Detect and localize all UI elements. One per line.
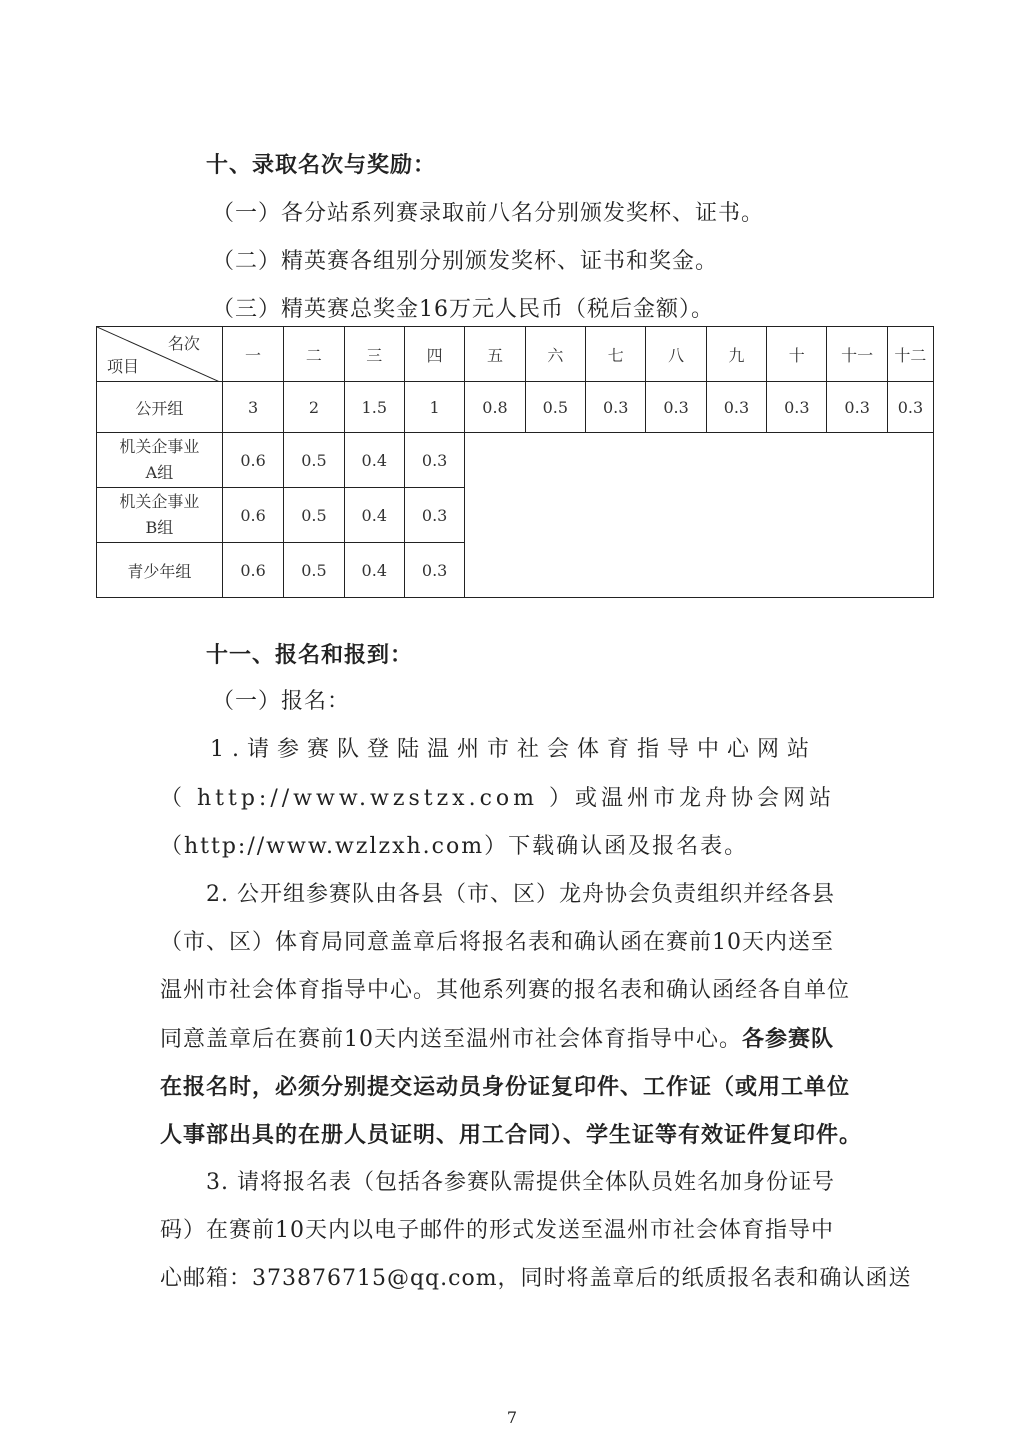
item2-line3: 温州市社会体育指导中心。其他系列赛的报名表和确认函经各自单位 bbox=[160, 978, 851, 1003]
table-cell: 2 bbox=[284, 382, 344, 433]
corner-rank-label: 名次 bbox=[167, 334, 200, 353]
table-cell: 1 bbox=[404, 382, 464, 433]
item2-line6: 人事部出具的在册人员证明、用工合同）、学生证等有效证件复印件。 bbox=[160, 1122, 863, 1148]
prize-table bbox=[96, 326, 934, 598]
row-label bbox=[97, 433, 223, 488]
table-cell: 0.3 bbox=[404, 488, 464, 543]
table-cell: 0.3 bbox=[646, 382, 706, 433]
item2-line4-regular: 同意盖章后在赛前10天内送至温州市社会体育指导中心。 bbox=[160, 1027, 742, 1052]
table-cell: 0.4 bbox=[344, 488, 404, 543]
page-number: 7 bbox=[506, 1408, 518, 1427]
table-cell: 0.3 bbox=[767, 382, 827, 433]
item3-line3: 心邮箱：373876715@qq.com，同时将盖章后的纸质报名表和确认函送 bbox=[160, 1266, 912, 1291]
section10-p2: （二）精英赛各组别分别颁发奖杯、证书和奖金。 bbox=[212, 249, 719, 274]
table-cell: 0.3 bbox=[404, 433, 464, 488]
table-cell: 0.3 bbox=[887, 382, 933, 433]
table-cell: 0.5 bbox=[525, 382, 585, 433]
table-header-row bbox=[97, 327, 934, 382]
rank-header: 一 bbox=[222, 327, 283, 382]
table-cell: 0.3 bbox=[586, 382, 646, 433]
row-label-line: 机关企事业 bbox=[119, 437, 200, 456]
table-cell: 0.3 bbox=[827, 382, 887, 433]
table-cell: 0.3 bbox=[706, 382, 766, 433]
table-cell: 0.6 bbox=[222, 433, 283, 488]
table-row bbox=[97, 433, 934, 488]
corner-item-label: 项目 bbox=[107, 357, 140, 376]
table-cell: 0.5 bbox=[284, 543, 344, 598]
item1-line3: （http://www.wzlzxh.com）下载确认函及报名表。 bbox=[160, 834, 749, 859]
rank-header: 十二 bbox=[887, 327, 933, 382]
table-row bbox=[97, 382, 934, 433]
section11-title: 十一、报名和报到： bbox=[206, 642, 414, 668]
table-cell: 0.6 bbox=[222, 543, 283, 598]
table-cell: 1.5 bbox=[344, 382, 404, 433]
table-cell: 0.3 bbox=[404, 543, 464, 598]
table-cell: 0.4 bbox=[344, 543, 404, 598]
table-cell: 0.8 bbox=[465, 382, 525, 433]
rank-header: 四 bbox=[404, 327, 464, 382]
rank-header: 五 bbox=[465, 327, 525, 382]
rank-header: 八 bbox=[646, 327, 706, 382]
item2-line2: （市、区）体育局同意盖章后将报名表和确认函在赛前10天内送至 bbox=[160, 930, 834, 955]
rank-header: 二 bbox=[284, 327, 344, 382]
item1-line2: （ http://www.wzstzx.com ）或温州市龙舟协会网站 bbox=[160, 786, 836, 811]
rank-header: 十 bbox=[767, 327, 827, 382]
table-cell: 0.6 bbox=[222, 488, 283, 543]
row-label-line: B组 bbox=[145, 518, 174, 537]
empty-area bbox=[465, 433, 934, 598]
row-label-line: 机关企事业 bbox=[119, 492, 200, 511]
row-label: 青少年组 bbox=[97, 543, 223, 598]
corner-cell bbox=[97, 327, 223, 382]
table-cell: 0.5 bbox=[284, 488, 344, 543]
item2-line4 bbox=[160, 1024, 834, 1055]
rank-header: 三 bbox=[344, 327, 404, 382]
item2-line1: 2. 公开组参赛队由各县（市、区）龙舟协会负责组织并经各县 bbox=[206, 882, 835, 907]
item1-line1: 1.请参赛队登陆温州市社会体育指导中心网站 bbox=[210, 737, 817, 762]
row-label bbox=[97, 488, 223, 543]
table-cell: 0.5 bbox=[284, 433, 344, 488]
item2-line5: 在报名时，必须分别提交运动员身份证复印件、工作证（或用工单位 bbox=[160, 1074, 851, 1100]
section11-sub1: （一）报名： bbox=[212, 689, 351, 714]
section10-p3: （三）精英赛总奖金16万元人民币（税后金额）。 bbox=[212, 297, 714, 322]
rank-header: 六 bbox=[525, 327, 585, 382]
row-label-line: A组 bbox=[145, 463, 174, 482]
table-cell: 3 bbox=[222, 382, 283, 433]
section10-title: 十、录取名次与奖励： bbox=[206, 152, 437, 178]
rank-header: 九 bbox=[706, 327, 766, 382]
table-cell: 0.4 bbox=[344, 433, 404, 488]
item3-line1: 3. 请将报名表（包括各参赛队需提供全体队员姓名加身份证号 bbox=[206, 1170, 835, 1195]
item2-line4-bold: 各参赛队 bbox=[742, 1026, 835, 1052]
rank-header: 十一 bbox=[827, 327, 887, 382]
item3-line2: 码）在赛前10天内以电子邮件的形式发送至温州市社会体育指导中 bbox=[160, 1218, 834, 1243]
rank-header: 七 bbox=[586, 327, 646, 382]
row-label: 公开组 bbox=[97, 382, 223, 433]
section10-p1: （一）各分站系列赛录取前八名分别颁发奖杯、证书。 bbox=[212, 201, 765, 226]
